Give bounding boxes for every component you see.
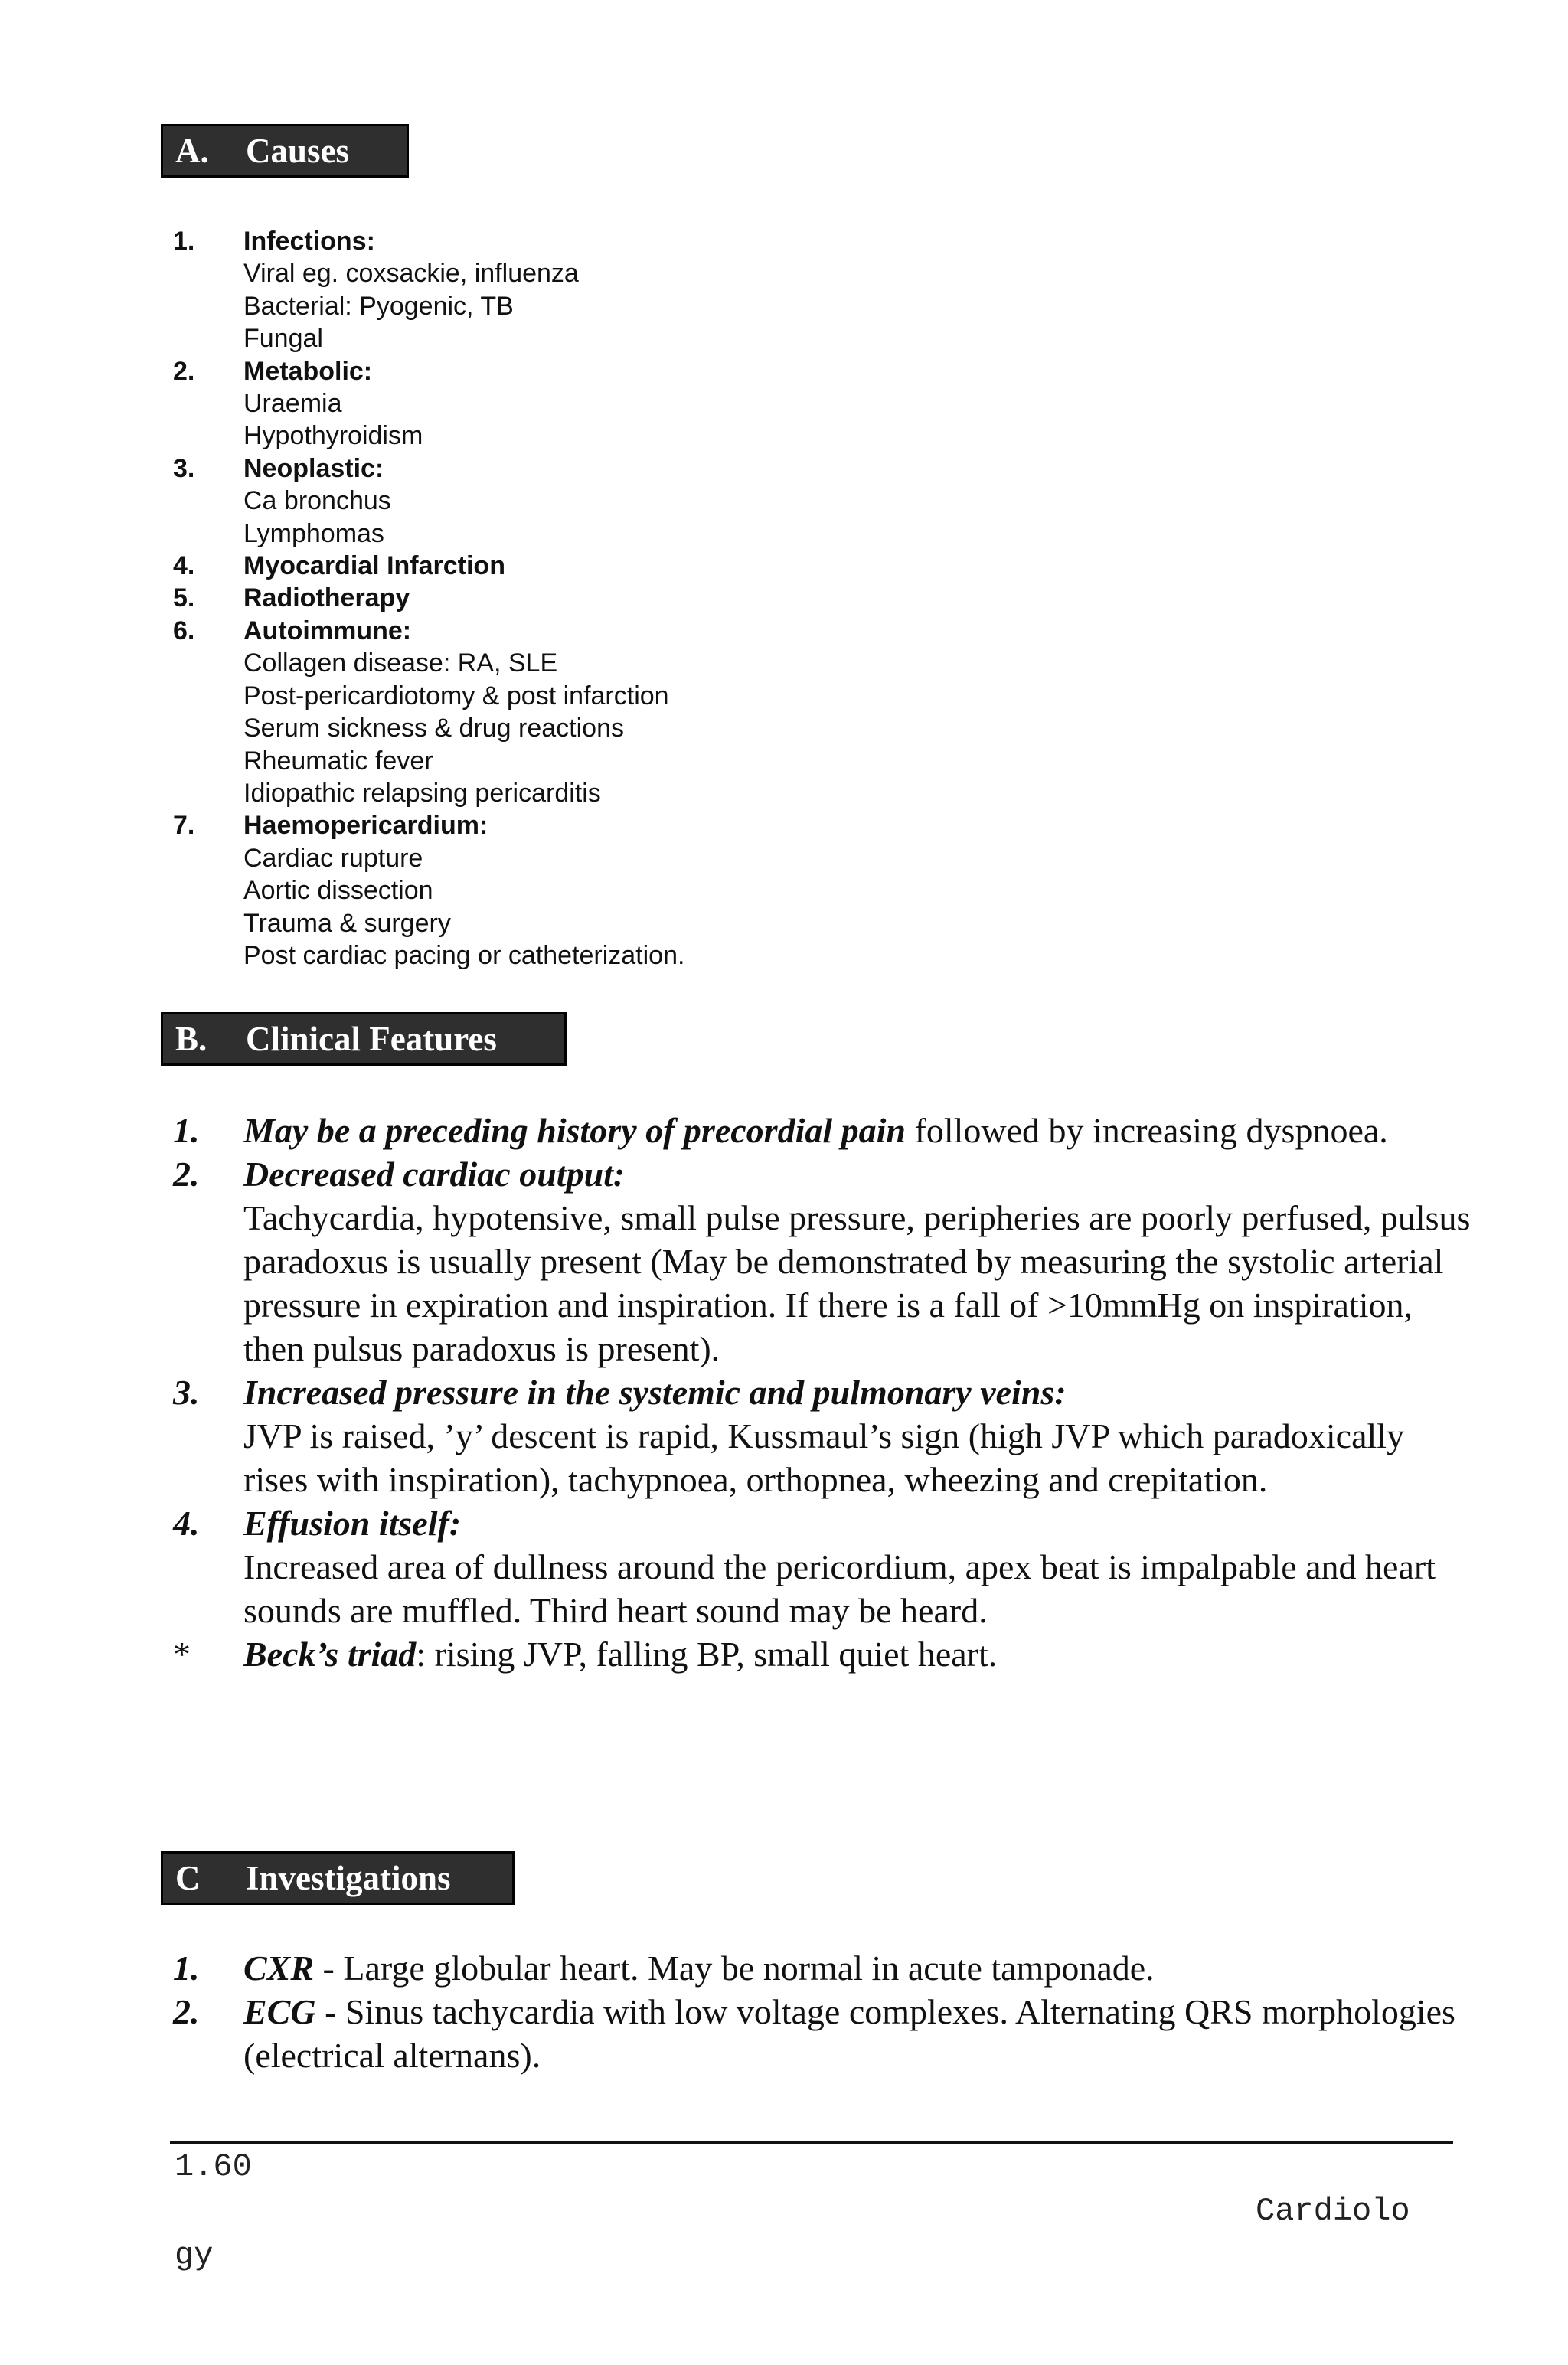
item-line: Post cardiac pacing or catheterization. xyxy=(243,940,685,970)
clinical-features-list xyxy=(173,1109,1476,1676)
item-number: 6. xyxy=(173,616,195,645)
section-letter: C xyxy=(175,1859,201,1897)
item-line: Aortic dissection xyxy=(243,876,433,906)
item-text: Increased area of dullness around the pericordium, apex beat is impalpable and heart sounds are muffled. Third heart sound may be heard. xyxy=(243,1547,1436,1630)
list-item xyxy=(173,1109,1476,1152)
section-letter: B. xyxy=(175,1020,207,1058)
item-line: Idiopathic relapsing pericarditis xyxy=(243,778,601,808)
item-text: Tachycardia, hypotensive, small pulse pressure, peripheries are poorly perfused, pulsus paradoxus is usually present (May be demonstrated by measuring the systolic arterial pressure in expiration and inspiration. If there is a fall of >10mmHg on inspiration, then pulsus paradoxus is present). xyxy=(243,1198,1471,1368)
item-number: 4. xyxy=(173,551,195,581)
list-item xyxy=(173,809,684,972)
item-heading: May be a preceding history of precordial pain xyxy=(243,1111,906,1150)
item-line: Hypothyroidism xyxy=(243,421,423,451)
item-line: Lymphomas xyxy=(243,518,384,548)
list-item xyxy=(173,1370,1476,1501)
item-heading: Increased pressure in the systemic and pulmonary veins: xyxy=(243,1373,1067,1412)
causes-list xyxy=(173,225,684,972)
item-number: 1. xyxy=(173,1949,200,1988)
item-line: Bacterial: Pyogenic, TB xyxy=(243,291,514,321)
item-heading: Beck’s triad xyxy=(243,1635,416,1674)
item-heading: Haemopericardium: xyxy=(243,811,488,841)
item-line: Collagen disease: RA, SLE xyxy=(243,648,558,678)
item-number: 3. xyxy=(173,453,195,483)
chapter-name: Cardiolo xyxy=(1256,2193,1410,2229)
item-text: - Large globular heart. May be normal in acute tamponade. xyxy=(314,1949,1155,1988)
list-item xyxy=(173,1946,1476,1990)
item-heading: Neoplastic: xyxy=(243,453,384,483)
item-line: Post-pericardiotomy & post infarction xyxy=(243,681,669,710)
item-number: 3. xyxy=(173,1373,200,1412)
item-number: 2. xyxy=(173,356,195,386)
section-title: Investigations xyxy=(246,1859,451,1897)
list-item xyxy=(173,615,684,809)
item-number: 4. xyxy=(173,1504,200,1543)
list-item xyxy=(173,355,684,452)
footer-rule xyxy=(170,2141,1453,2144)
page-number: 1.60 xyxy=(175,2148,252,2185)
item-line: Serum sickness & drug reactions xyxy=(243,714,624,743)
section-letter: A. xyxy=(175,132,209,170)
list-item xyxy=(173,1152,1476,1370)
item-text: - Sinus tachycardia with low voltage complexes. Alternating QRS morphologies (electrical alternans). xyxy=(243,1992,1455,2075)
item-text: JVP is raised, ’y’ descent is rapid, Kussmaul’s sign (high JVP which paradoxically rises with inspiration), tachypnoea, orthopnea, wheezing and crepitation. xyxy=(243,1416,1405,1499)
list-item xyxy=(173,452,684,550)
note-item xyxy=(173,1632,1476,1676)
item-line: Fungal xyxy=(243,324,323,354)
list-item xyxy=(173,582,684,614)
item-line: Rheumatic fever xyxy=(243,746,433,776)
section-header-investigations xyxy=(161,1851,514,1905)
item-number: 1. xyxy=(173,1111,200,1150)
item-line: Trauma & surgery xyxy=(243,908,451,938)
list-item xyxy=(173,1501,1476,1632)
asterisk-bullet: * xyxy=(173,1635,191,1674)
item-heading: Infections: xyxy=(243,227,375,256)
item-heading: Decreased cardiac output: xyxy=(243,1155,626,1194)
list-item xyxy=(173,1990,1476,2077)
item-heading: Autoimmune: xyxy=(243,616,412,645)
item-number: 1. xyxy=(173,227,195,256)
item-text: : rising JVP, falling BP, small quiet heart. xyxy=(416,1635,998,1674)
item-line: Ca bronchus xyxy=(243,486,391,516)
list-item xyxy=(173,550,684,582)
item-heading: CXR xyxy=(243,1949,315,1988)
section-title: Causes xyxy=(246,132,350,170)
item-heading: Effusion itself: xyxy=(243,1504,462,1543)
item-heading: ECG xyxy=(243,1992,316,2031)
item-text: followed by increasing dyspnoea. xyxy=(906,1111,1388,1150)
item-number: 2. xyxy=(173,1155,200,1194)
section-header-clinical-features xyxy=(161,1012,567,1066)
list-item xyxy=(173,225,684,355)
investigations-list xyxy=(173,1946,1476,2077)
item-heading: Myocardial Infarction xyxy=(243,551,505,581)
section-header-causes xyxy=(161,124,409,178)
item-line: Cardiac rupture xyxy=(243,843,423,873)
item-number: 7. xyxy=(173,811,195,841)
item-number: 2. xyxy=(173,1992,200,2031)
item-line: Uraemia xyxy=(243,389,342,419)
section-title: Clinical Features xyxy=(246,1020,497,1058)
chapter-name-continued: gy xyxy=(175,2237,214,2274)
item-heading: Metabolic: xyxy=(243,356,373,386)
item-line: Viral eg. coxsackie, influenza xyxy=(243,259,579,289)
item-heading: Radiotherapy xyxy=(243,583,410,613)
item-number: 5. xyxy=(173,583,195,613)
